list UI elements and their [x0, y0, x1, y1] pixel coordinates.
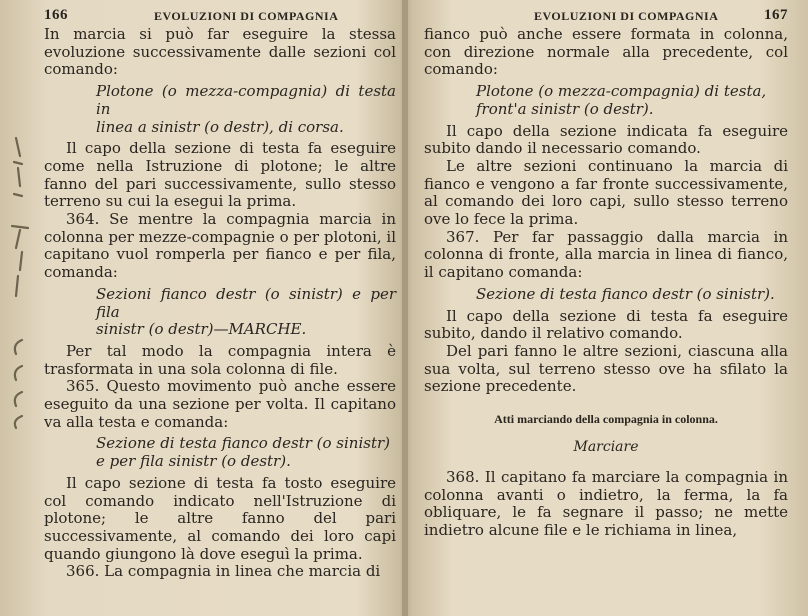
paragraph: Il capo della sezione di testa fa eseguire subito, dando il relativo comando.: [424, 306, 788, 343]
command-line: front'a sinistr (o destr).: [476, 99, 654, 118]
command-line: Plotone (o mezza-compagnia) di testa in: [96, 82, 396, 118]
paragraph: Le altre sezioni continuano la marcia di fianco e vengono a far fronte successivamente, al comando dei loro capi, sullo stesso terreno ove lo fece la prima.: [424, 156, 788, 229]
handwritten-margin-marks: [2, 130, 38, 430]
right-page-text: [424, 26, 788, 396]
paragraph: 367. Per far passaggio dalla marcia in colonna di fronte, alla marcia in linea di fianco, il capitano comanda:: [424, 227, 788, 282]
paragraph: 364. Se mentre la compagnia marcia in colonna per mezze-compagnie o per plotoni, il capitano vuol romperla per fianco e per fila, comanda:: [44, 210, 396, 282]
left-page: [44, 6, 396, 612]
page-number: 167: [764, 7, 788, 23]
running-title: EVOLUZIONI DI COMPAGNIA: [154, 9, 339, 23]
command-line: sinistr (o destr)—MARCHE.: [96, 320, 307, 339]
command-line: Sezioni fianco destr (o sinistr) e per fila: [96, 284, 396, 321]
running-title: EVOLUZIONI DI COMPAGNIA: [534, 9, 719, 23]
paragraph: Il capo della sezione indicata fa eseguire subito dando il necessario comando.: [424, 121, 788, 158]
command-text: [44, 286, 396, 339]
page-number: 166: [44, 7, 68, 23]
paragraph: Per tal modo la compagnia intera è trasformata in una sola colonna di file.: [44, 341, 396, 378]
paragraph: Il capo sezione di testa fa tosto eseguire col comando indicato nell'Istruzione di plotone; le altre fanno del pari successivamente, al comando dei loro capi quando giungono là dove eseguì la prima.: [44, 473, 396, 563]
paragraph: 366. La compagnia in linea che marcia di: [66, 562, 381, 581]
command-text: [424, 286, 788, 304]
command-line: linea a sinistr (o destr), di corsa.: [96, 117, 344, 136]
command-text: [424, 83, 788, 118]
paragraph: Del pari fanno le altre sezioni, ciascuna alla sua volta, sul terreno stesso ove ha sfilato la sezione precedente.: [424, 341, 788, 396]
command-text: [44, 83, 396, 136]
paragraph: 365. Questo movimento può anche essere eseguito da una sezione per volta. Il capitano va alla testa e comanda:: [44, 377, 396, 431]
book-gutter: [402, 0, 408, 616]
left-running-head: [44, 6, 396, 26]
right-running-head: [424, 6, 788, 26]
paragraph: 368. Il capitano fa marciare la compagnia in colonna avanti o indietro, la ferma, la fa obliquare, le fa segnare il passo; ne mette indietro alcune file e le richiama in linea,: [424, 468, 788, 540]
left-page-text: [44, 26, 396, 581]
right-page: [424, 6, 788, 612]
command-line: Sezione di testa fianco destr (o sinistr): [96, 434, 391, 453]
subsection-title: Marciare: [573, 439, 639, 456]
pencil-scribble-icon: [2, 130, 38, 430]
command-line: Plotone (o mezza-compagnia) di testa,: [476, 82, 767, 101]
section-title: Atti marciando della compagnia in colonna.: [494, 412, 718, 427]
paragraph-continued: fianco può anche essere formata in colonna, con direzione normale alla precedente, col comando:: [424, 25, 788, 79]
command-text: [44, 435, 396, 470]
command-line: e per fila sinistr (o destr).: [96, 452, 291, 471]
paragraph-continued: In marcia si può far eseguire la stessa evoluzione successivamente dalle sezioni col comando:: [44, 25, 396, 79]
final-paragraph-wrap: [424, 469, 788, 540]
command-line: Sezione di testa fianco destr (o sinistr).: [476, 284, 775, 303]
paragraph: Il capo della sezione di testa fa eseguire come nella Istruzione di plotone; le altre fanno del pari successivamente, sullo stesso terreno su cui la esegui la prima.: [44, 139, 396, 211]
